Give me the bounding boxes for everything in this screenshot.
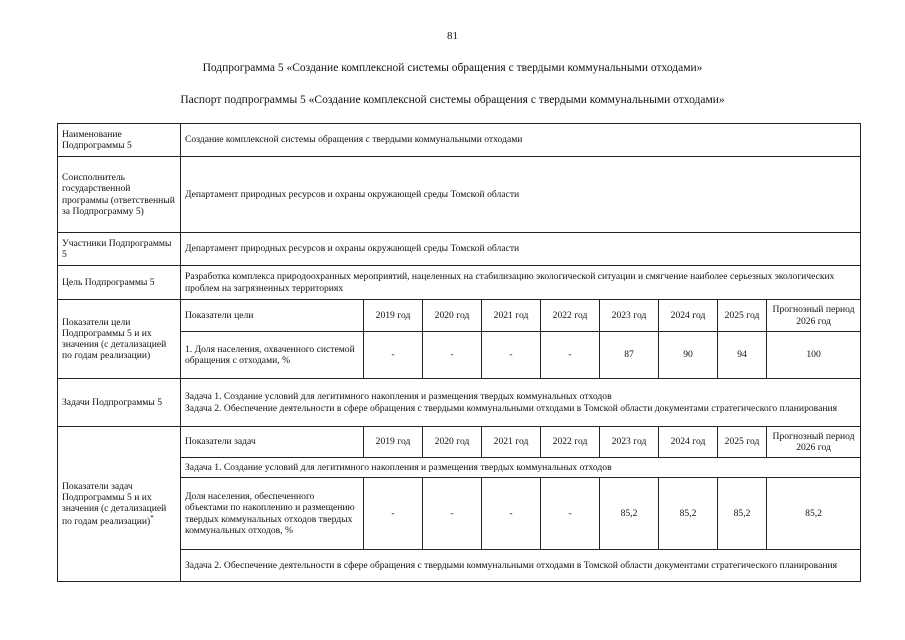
data-cell: - xyxy=(541,332,600,379)
header-cell: Прогнозный период 2026 год xyxy=(767,427,861,458)
footnote-mark: * xyxy=(150,514,154,523)
header-cell: 2022 год xyxy=(541,427,600,458)
header-cell: Прогнозный период 2026 год xyxy=(767,300,861,332)
header-cell: 2021 год xyxy=(482,427,541,458)
header-cell: 2025 год xyxy=(718,427,767,458)
data-cell: - xyxy=(541,478,600,550)
table-row xyxy=(58,379,861,427)
header-cell: 2019 год xyxy=(364,427,423,458)
header-cell: 2025 год xyxy=(718,300,767,332)
row-label: Задачи Подпрограммы 5 xyxy=(58,379,181,427)
row-label-text: Показатели задач Подпрограммы 5 и их значения (с детализацией по годам реализации) xyxy=(62,480,167,528)
header-cell: 2020 год xyxy=(423,300,482,332)
row-label: Соисполнитель государственной программы (ответственный за Подпрограмму 5) xyxy=(58,157,181,233)
table-row xyxy=(58,157,861,233)
table-row xyxy=(58,124,861,157)
row-value: Создание комплексной системы обращения с твердыми коммунальными отходами xyxy=(181,124,861,157)
data-cell: - xyxy=(482,478,541,550)
row-value xyxy=(181,379,861,427)
row-label: Показатели цели Подпрограммы 5 и их значения (с детализацией по годам реализации) xyxy=(58,300,181,379)
table-row xyxy=(58,233,861,266)
data-cell: 85,2 xyxy=(659,478,718,550)
row-value: Департамент природных ресурсов и охраны окружающей среды Томской области xyxy=(181,233,861,266)
data-cell: 85,2 xyxy=(767,478,861,550)
table-row xyxy=(58,300,861,332)
data-cell: - xyxy=(423,332,482,379)
data-cell: 90 xyxy=(659,332,718,379)
subprogram-title: Подпрограмма 5 «Создание комплексной системы обращения с твердыми коммунальными отходами» xyxy=(202,62,703,74)
header-cell: 2023 год xyxy=(600,427,659,458)
row-label: Цель Подпрограммы 5 xyxy=(58,266,181,300)
header-cell: 2023 год xyxy=(600,300,659,332)
data-cell: 100 xyxy=(767,332,861,379)
indicator-name: 1. Доля населения, охваченного системой обращения с отходами, % xyxy=(181,332,364,379)
data-cell: 85,2 xyxy=(600,478,659,550)
row-value: Департамент природных ресурсов и охраны окружающей среды Томской области xyxy=(181,157,861,233)
row-value: Разработка комплекса природоохранных мероприятий, нацеленных на стабилизацию экологической ситуации и смягчение наиболее серьезных экологических проблем на загрязненных территориях xyxy=(181,266,861,300)
task-2-row: Задача 2. Обеспечение деятельности в сфере обращения с твердыми коммунальными отходами в Томской области документами стратегического планирования xyxy=(181,550,861,582)
task-1-row: Задача 1. Создание условий для легитимного накопления и размещения твердых коммунальных отходов xyxy=(181,458,861,478)
row-label xyxy=(58,427,181,582)
header-cell: 2021 год xyxy=(482,300,541,332)
data-cell: - xyxy=(482,332,541,379)
data-cell: - xyxy=(423,478,482,550)
header-cell: 2020 год xyxy=(423,427,482,458)
indicator-name: Доля населения, обеспеченного объектами по накоплению и размещению твердых коммунальных отходов твердых коммунальных отходов, % xyxy=(181,478,364,550)
page-number: 81 xyxy=(447,30,458,42)
task-1: Задача 1. Создание условий для легитимного накопления и размещения твердых коммунальных отходов xyxy=(185,391,612,403)
passport-title: Паспорт подпрограммы 5 «Создание комплексной системы обращения с твердыми коммунальными отходами» xyxy=(180,94,725,106)
table-row xyxy=(58,427,861,458)
header-cell: 2024 год xyxy=(659,300,718,332)
data-cell: 87 xyxy=(600,332,659,379)
header-cell: 2019 год xyxy=(364,300,423,332)
header-cell: Показатели цели xyxy=(181,300,364,332)
task-2: Задача 2. Обеспечение деятельности в сфере обращения с твердыми коммунальными отходами в Томской области документами стратегического планирования xyxy=(185,402,838,414)
header-cell: Показатели задач xyxy=(181,427,364,458)
header-cell: 2024 год xyxy=(659,427,718,458)
data-cell: 85,2 xyxy=(718,478,767,550)
table-row xyxy=(58,266,861,300)
data-cell: 94 xyxy=(718,332,767,379)
passport-table xyxy=(57,123,861,582)
header-cell: 2022 год xyxy=(541,300,600,332)
row-label: Наименование Подпрограммы 5 xyxy=(58,124,181,157)
data-cell: - xyxy=(364,478,423,550)
data-cell: - xyxy=(364,332,423,379)
row-label: Участники Подпрограммы 5 xyxy=(58,233,181,266)
